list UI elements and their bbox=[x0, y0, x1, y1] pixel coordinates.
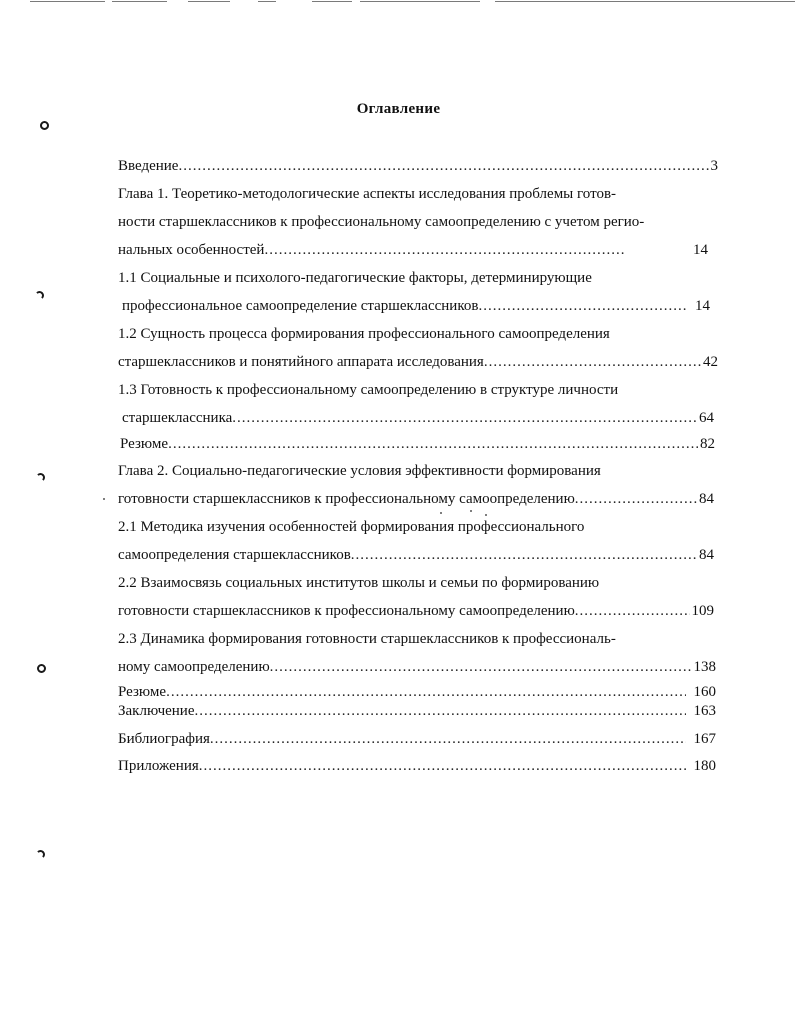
toc-entry-1-3-line1: 1.3 Готовность к профессиональному самоопределению в структуре личности bbox=[118, 382, 619, 398]
toc-entry-1-1-line2 bbox=[122, 295, 710, 317]
toc-entry-text: нальных особенностей bbox=[118, 242, 265, 258]
toc-entry-text: старшеклассника bbox=[122, 410, 233, 426]
toc-entry-chapter2-line1: Глава 2. Социально-педагогические условия эффективности формирования bbox=[118, 463, 601, 479]
dot-leader bbox=[210, 728, 686, 750]
dot-leader bbox=[484, 351, 701, 373]
toc-entry-1-2-line2 bbox=[118, 351, 718, 373]
toc-entry-text: самоопределения старшеклассников bbox=[118, 547, 351, 563]
dot-leader bbox=[178, 155, 708, 177]
toc-entry-text: Заключение bbox=[118, 703, 195, 719]
toc-page-number: 14 bbox=[695, 298, 710, 314]
toc-page-number: 109 bbox=[691, 603, 714, 619]
toc-page-number: 163 bbox=[693, 703, 716, 719]
toc-entry-chapter1-line3 bbox=[118, 239, 708, 261]
toc-entry-text: ному самоопределению bbox=[118, 659, 270, 675]
toc-entry-conclusion bbox=[118, 700, 716, 722]
page-title: Оглавление bbox=[356, 101, 441, 117]
dot-leader bbox=[195, 700, 686, 722]
toc-page-number: 82 bbox=[700, 436, 715, 452]
punch-hole-icon bbox=[40, 121, 49, 130]
toc-entry-text: готовности старшеклассников к профессиональному самоопределению bbox=[118, 603, 575, 619]
dot-leader bbox=[351, 544, 697, 566]
toc-page-number: 167 bbox=[693, 731, 716, 747]
toc-entry-appendices bbox=[118, 755, 716, 777]
toc-entry-2-2-line2 bbox=[118, 600, 714, 622]
punch-hole-icon bbox=[35, 291, 44, 300]
toc-entry-2-1-line1: 2.1 Методика изучения особенностей формирования профессионального bbox=[118, 519, 585, 535]
toc-entry-1-3-line2 bbox=[122, 407, 714, 429]
scan-speck bbox=[103, 498, 105, 500]
punch-hole-icon bbox=[37, 664, 46, 673]
toc-page-number: 84 bbox=[699, 547, 714, 563]
scan-speck bbox=[440, 512, 442, 514]
toc-entry-1-1-line1: 1.1 Социальные и психолого-педагогические факторы, детерминирующие bbox=[118, 270, 592, 286]
toc-page-number: 84 bbox=[699, 491, 714, 507]
scan-top-border bbox=[0, 0, 797, 4]
dot-leader bbox=[199, 755, 686, 777]
toc-page-number: 160 bbox=[693, 684, 716, 700]
punch-hole-icon bbox=[36, 473, 45, 482]
toc-entry-text: готовности старшеклассников к профессиональному самоопределению bbox=[118, 491, 575, 507]
toc-entry-resume-1 bbox=[120, 433, 715, 455]
toc-entry-text: Введение bbox=[118, 158, 179, 174]
toc-entry-chapter1-line2: ности старшеклассников к профессиональному самоопределению с учетом регио- bbox=[118, 214, 645, 230]
toc-entry-2-3-line1: 2.3 Динамика формирования готовности старшеклассников к профессиональ- bbox=[118, 631, 616, 647]
dot-leader bbox=[478, 295, 687, 317]
toc-entry-2-1-line2 bbox=[118, 544, 714, 566]
toc-page-number: 180 bbox=[693, 758, 716, 774]
toc-entry-2-3-line2 bbox=[118, 656, 716, 678]
dot-leader bbox=[232, 407, 697, 429]
dot-leader bbox=[575, 488, 697, 510]
dot-leader bbox=[264, 239, 624, 261]
toc-entry-text: старшеклассников и понятийного аппарата исследования bbox=[118, 354, 484, 370]
dot-leader bbox=[168, 433, 698, 455]
dot-leader bbox=[575, 600, 690, 622]
toc-page-number: 138 bbox=[693, 659, 716, 675]
toc-entry-intro bbox=[118, 155, 718, 177]
dot-leader bbox=[270, 656, 692, 678]
toc-entry-text: Резюме bbox=[120, 436, 169, 452]
toc-entry-text: Библиография bbox=[118, 731, 210, 747]
toc-page-number: 64 bbox=[699, 410, 714, 426]
toc-entry-text: профессиональное самоопределение старшеклассников bbox=[122, 298, 479, 314]
punch-hole-icon bbox=[36, 850, 45, 859]
toc-entry-chapter2-line2 bbox=[118, 488, 714, 510]
toc-entry-bibliography bbox=[118, 728, 716, 750]
toc-page-number: 3 bbox=[710, 158, 718, 174]
toc-page-number: 42 bbox=[703, 354, 718, 370]
toc-page-number: 14 bbox=[693, 242, 708, 258]
toc-entry-2-2-line1: 2.2 Взаимосвязь социальных институтов школы и семьи по формированию bbox=[118, 575, 600, 591]
toc-entry-text: Резюме bbox=[118, 684, 167, 700]
toc-entry-chapter1-line1: Глава 1. Теоретико-методологические аспекты исследования проблемы готов- bbox=[118, 186, 617, 202]
scan-speck bbox=[470, 510, 472, 512]
toc-entry-1-2-line1: 1.2 Сущность процесса формирования профессионального самоопределения bbox=[118, 326, 610, 342]
toc-entry-text: Приложения bbox=[118, 758, 199, 774]
